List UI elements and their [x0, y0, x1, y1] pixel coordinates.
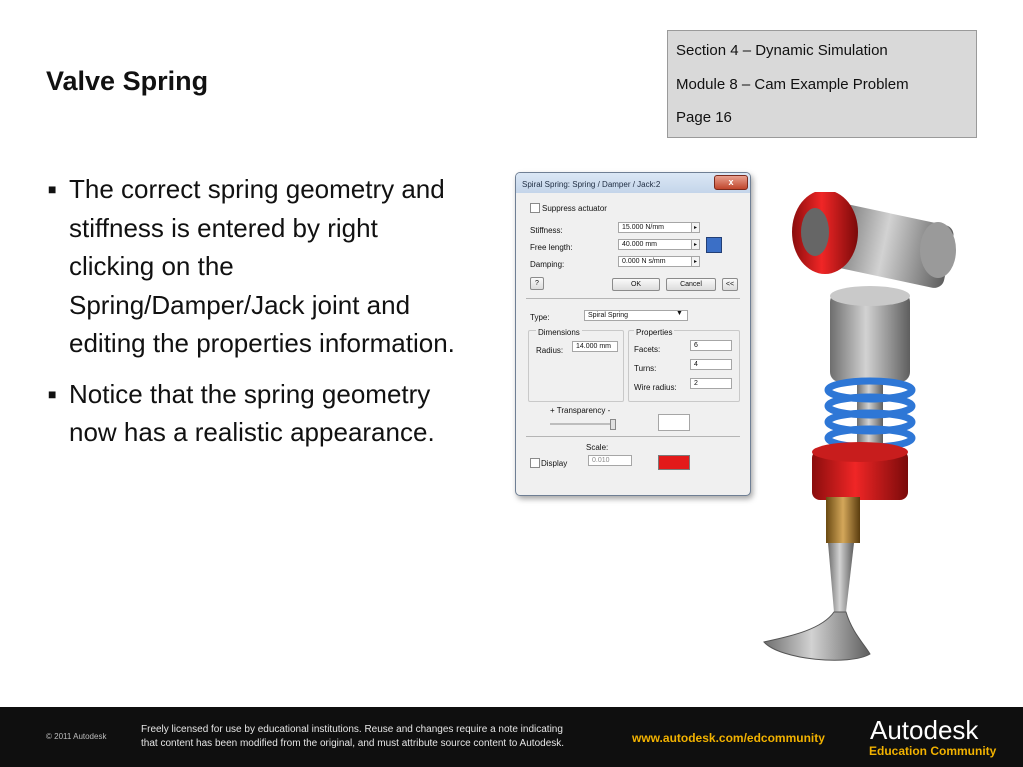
- free-length-label: Free length:: [530, 243, 573, 252]
- community-link[interactable]: www.autodesk.com/edcommunity: [632, 731, 825, 745]
- display-checkbox[interactable]: [530, 458, 540, 468]
- education-community-label: Education Community: [869, 744, 997, 758]
- scale-label: Scale:: [586, 443, 609, 452]
- license-line: Freely licensed for use by educational institutions. Reuse and changes require a note indicating: [141, 724, 563, 735]
- license-text: [141, 723, 564, 751]
- collapse-button[interactable]: <<: [722, 278, 738, 291]
- turns-field[interactable]: 4: [690, 359, 732, 370]
- license-line: that content has been modified from the original, and must attribute source content to Autodesk.: [141, 738, 565, 749]
- rocker-arm: [792, 192, 956, 290]
- section-info-box: [667, 30, 977, 138]
- wire-radius-label: Wire radius:: [634, 383, 677, 392]
- transparency-slider-handle[interactable]: [610, 419, 616, 430]
- stiffness-arrow-icon[interactable]: ▸: [692, 222, 700, 233]
- turns-label: Turns:: [634, 364, 657, 373]
- bullet-item: [48, 375, 468, 452]
- free-length-arrow-icon[interactable]: ▸: [692, 239, 700, 250]
- radius-label: Radius:: [536, 346, 564, 355]
- dimensions-group-label: Dimensions: [538, 328, 580, 337]
- valve-body: [830, 286, 910, 462]
- chevron-down-icon[interactable]: ▼: [676, 310, 683, 317]
- transparency-preview: [658, 414, 690, 431]
- bullet-text: The correct spring geometry and stiffness is entered by right clicking on the Spring/Damper/Jack joint and editing the properties information.: [69, 174, 455, 358]
- bullet-list: [48, 170, 468, 464]
- valve-guide: [826, 497, 860, 543]
- page-label: Page 16: [676, 109, 732, 126]
- dialog-titlebar: [516, 173, 750, 193]
- slide-title: Valve Spring: [46, 66, 209, 96]
- section-label: Section 4 – Dynamic Simulation: [676, 42, 888, 59]
- facets-label: Facets:: [634, 345, 661, 354]
- stiffness-label: Stiffness:: [530, 226, 563, 235]
- transparency-slider[interactable]: [550, 423, 612, 425]
- damping-field[interactable]: 0.000 N s/mm: [618, 256, 692, 267]
- suppress-actuator-label: Suppress actuator: [542, 204, 607, 213]
- module-label: Module 8 – Cam Example Problem: [676, 75, 909, 93]
- stiffness-field[interactable]: 15.000 N/mm: [618, 222, 692, 233]
- radius-field[interactable]: 14.000 mm: [572, 341, 618, 352]
- wire-radius-field[interactable]: 2: [690, 378, 732, 389]
- dialog-title: Spiral Spring: Spring / Damper / Jack:2: [522, 180, 661, 189]
- type-dropdown[interactable]: Spiral Spring: [584, 310, 688, 321]
- scale-field[interactable]: 0.010: [588, 455, 632, 466]
- free-length-field[interactable]: 40.000 mm: [618, 239, 692, 250]
- damping-label: Damping:: [530, 260, 565, 269]
- footer-bar: [0, 707, 1023, 767]
- help-button[interactable]: ?: [530, 277, 544, 290]
- close-button[interactable]: x: [714, 175, 748, 190]
- bullet-marker-icon: ■: [48, 385, 57, 402]
- bullet-marker-icon: ■: [48, 181, 57, 197]
- properties-group-label: Properties: [636, 328, 673, 337]
- type-label: Type:: [530, 313, 550, 322]
- ok-button[interactable]: OK: [612, 278, 660, 291]
- copyright-text: © 2011 Autodesk: [46, 732, 107, 741]
- spring-retainer: [812, 442, 908, 500]
- display-label: Display: [541, 459, 568, 468]
- damping-arrow-icon[interactable]: ▸: [692, 256, 700, 267]
- valve-head: [764, 612, 870, 660]
- bullet-text: Notice that the spring geometry now has a realistic appearance.: [69, 378, 435, 447]
- spring-properties-dialog: [515, 172, 751, 496]
- suppress-actuator-checkbox[interactable]: [530, 203, 540, 213]
- facets-field[interactable]: 6: [690, 340, 732, 351]
- edit-icon[interactable]: [706, 237, 722, 253]
- valve-assembly-image: [760, 192, 970, 672]
- valve-stem: [828, 543, 854, 612]
- color-swatch[interactable]: [658, 455, 690, 470]
- bullet-item: [48, 170, 468, 363]
- divider: [526, 436, 740, 437]
- cancel-button[interactable]: Cancel: [666, 278, 716, 291]
- transparency-label: + Transparency -: [550, 406, 611, 415]
- autodesk-logo: Autodesk: [870, 715, 979, 745]
- divider: [526, 298, 740, 299]
